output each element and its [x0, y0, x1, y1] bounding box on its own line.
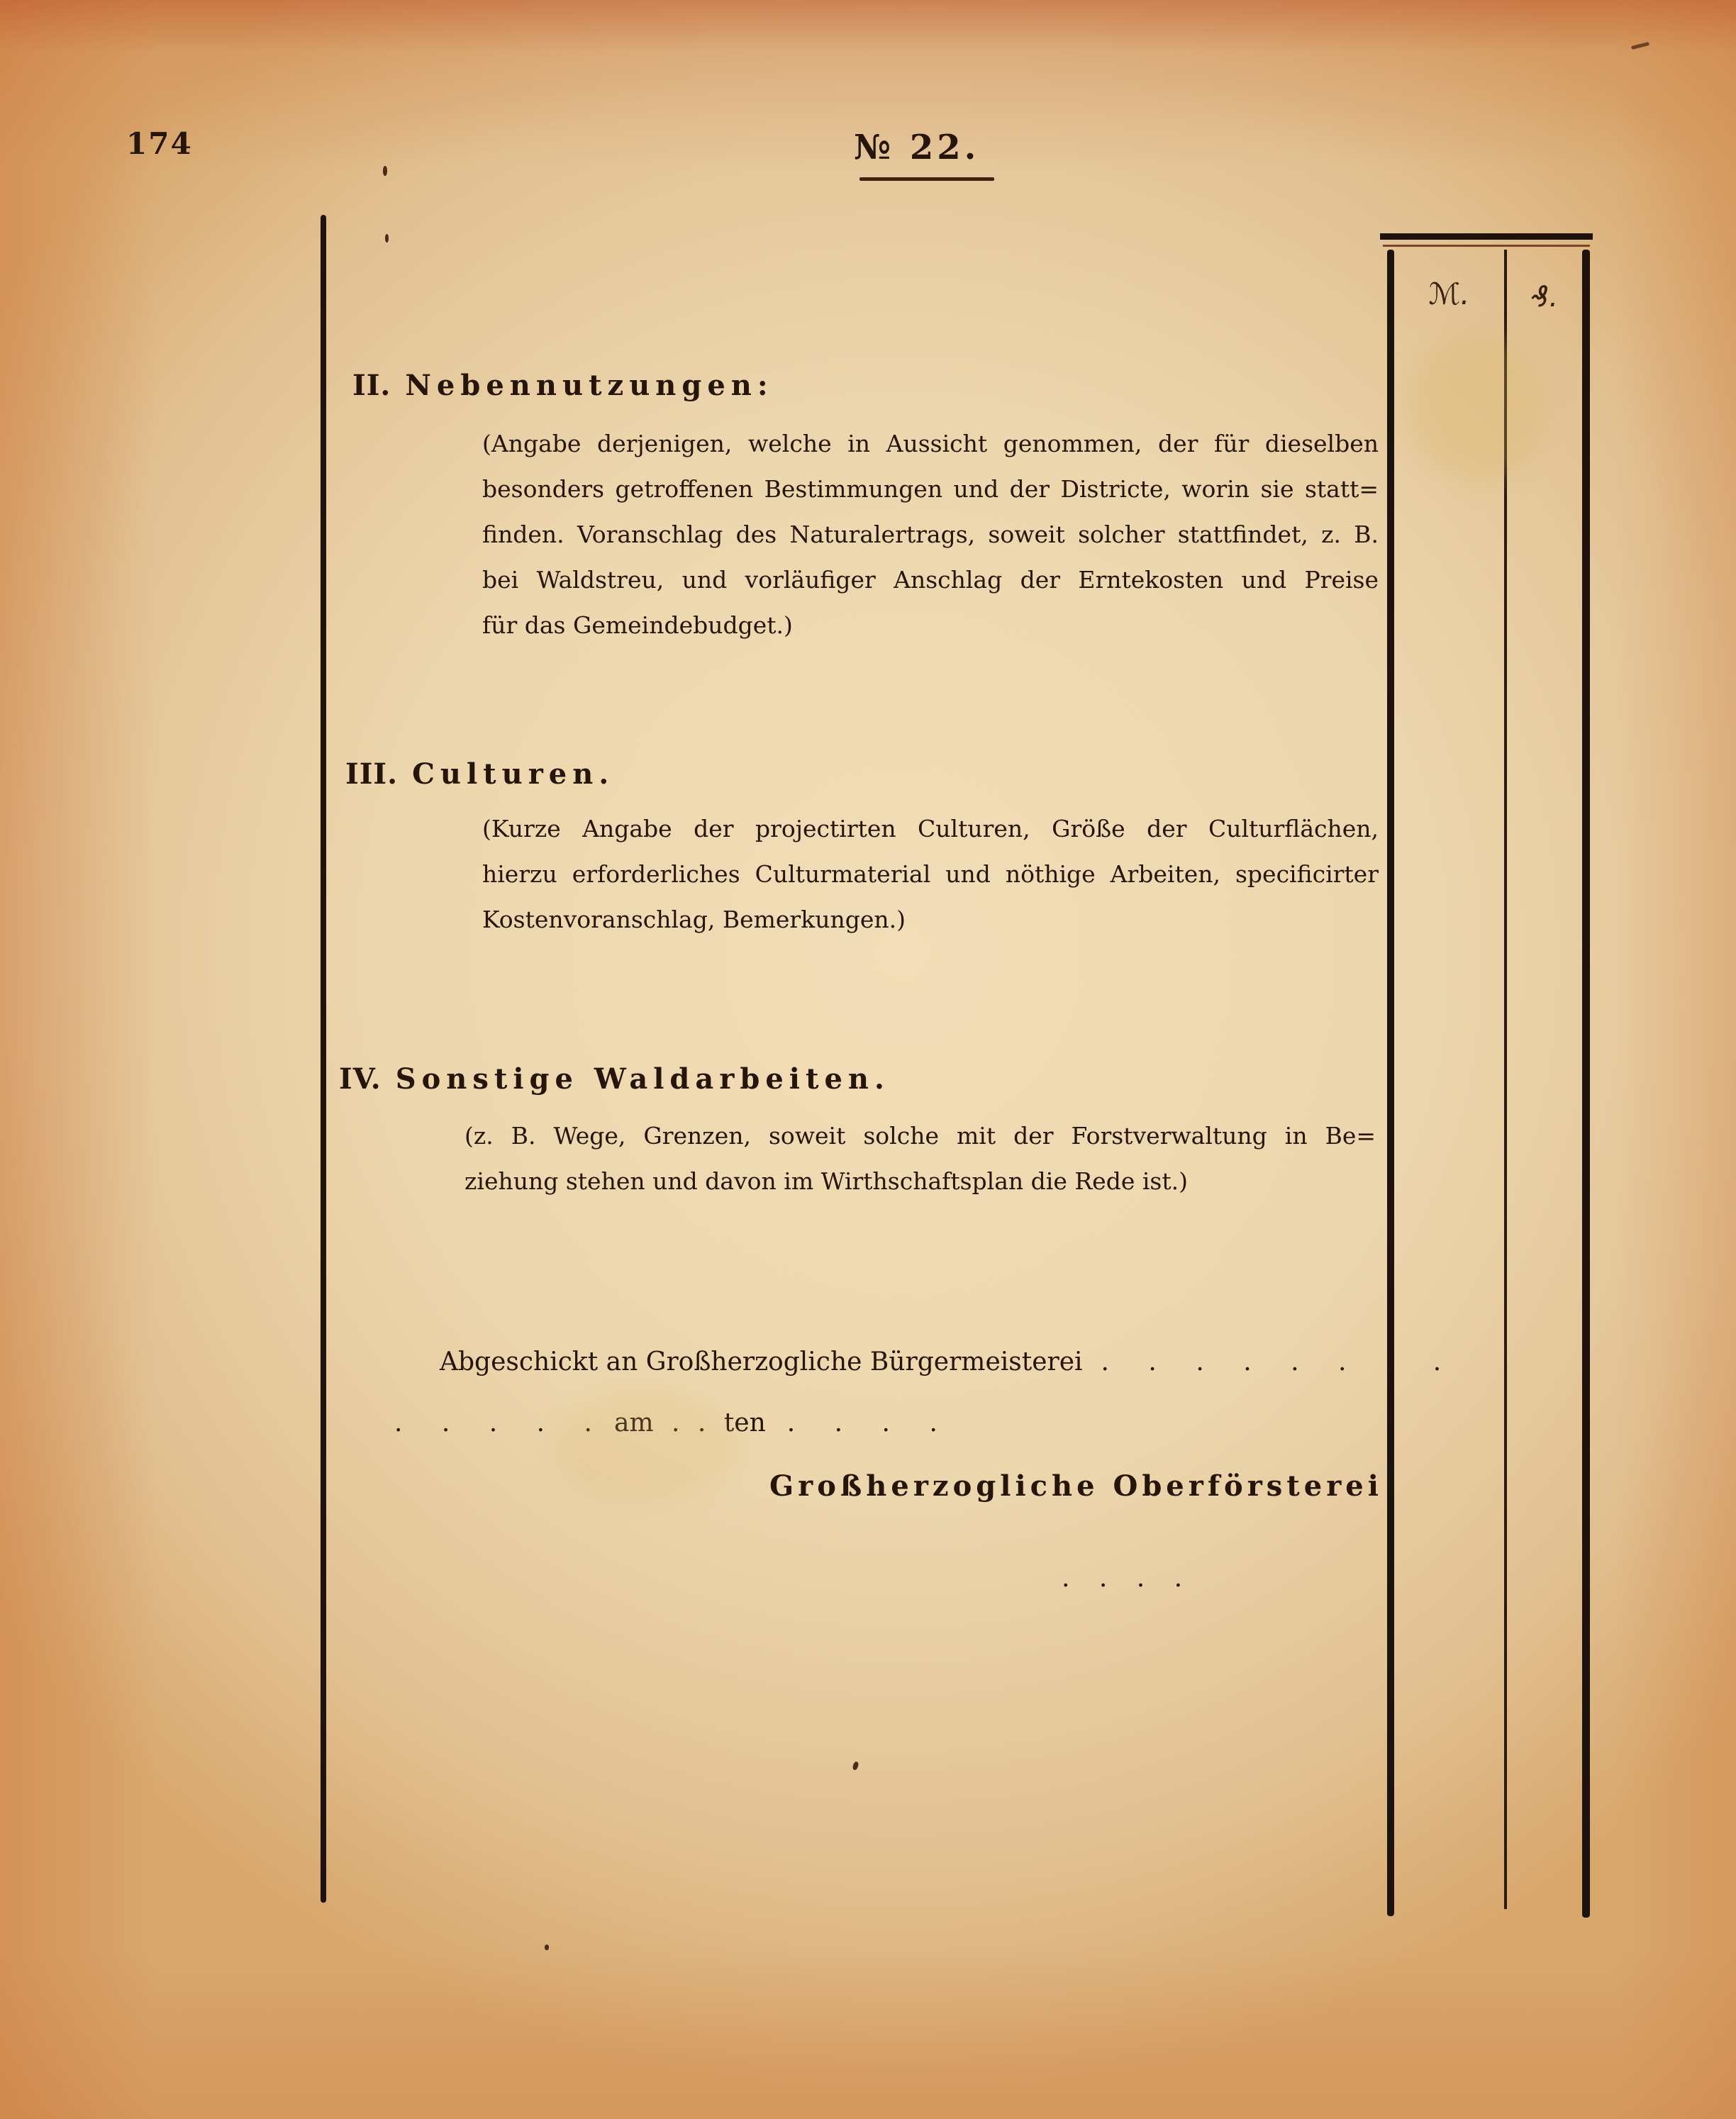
body-line: (z. B. Wege, Grenzen, soweit solche mit der Forstverwaltung in Be=	[464, 1122, 1376, 1150]
ink-speck	[385, 234, 389, 243]
dispatch-fill-dots: . . . . . . . .	[1101, 1347, 1442, 1376]
body-line: (Kurze Angabe der projectirten Culturen, Größe der Culturflächen,	[482, 815, 1379, 842]
body-line: ziehung stehen und davon im Wirthschaftsplan die Rede ist.)	[464, 1167, 1188, 1195]
signature-dots: . . . .	[1062, 1564, 1183, 1593]
body-line: besonders getroffenen Bestimmungen und der Districte, worin sie statt=	[482, 475, 1379, 503]
section-number: IV.	[339, 1062, 382, 1096]
table-right-border	[1582, 250, 1590, 1918]
ink-speck	[1631, 42, 1649, 50]
body-line: hierzu erforderliches Culturmaterial und nöthige Arbeiten, specificirter	[482, 860, 1379, 888]
ink-speck	[852, 1761, 859, 1771]
body-line: finden. Voranschlag des Naturalertrags, soweit solcher stattfindet, z. B.	[482, 521, 1379, 548]
section-body-culturen	[482, 806, 1379, 942]
page-number: 174	[126, 126, 193, 161]
section-title: Sonstige Waldarbeiten.	[395, 1062, 890, 1096]
date-trail-dots: . . . .	[786, 1408, 938, 1437]
mark-column-header: ℳ.	[1428, 277, 1470, 311]
ink-speck	[383, 166, 387, 176]
table-column-divider	[1504, 250, 1507, 1909]
section-body-nebennutzungen	[482, 421, 1379, 648]
signature-line: Großherzogliche Oberförsterei	[769, 1469, 1383, 1503]
section-number: II.	[352, 369, 391, 402]
paper-stain	[553, 1390, 738, 1503]
body-line: für das Gemeindebudget.)	[482, 611, 793, 639]
pfennig-column-header: ₰.	[1530, 281, 1559, 313]
dispatch-line	[440, 1347, 1442, 1376]
dispatch-text: Abgeschickt an Großherzogliche Bürgermeisterei	[440, 1347, 1083, 1376]
body-line: Kostenvoranschlag, Bemerkungen.)	[482, 906, 906, 933]
body-line: bei Waldstreu, und vorläufiger Anschlag der Erntekosten und Preise	[482, 566, 1379, 594]
left-margin-rule	[321, 215, 326, 1903]
document-number-heading: № 22.	[854, 128, 980, 167]
section-body-waldarbeiten	[464, 1113, 1376, 1204]
paper-stain	[1411, 333, 1546, 482]
heading-underline	[859, 177, 994, 181]
section-title: Culturen.	[412, 757, 615, 791]
section-title: Nebennutzungen:	[405, 369, 774, 402]
table-top-border-thin	[1383, 245, 1590, 247]
date-lead-dots: . . . . .	[394, 1408, 593, 1437]
table-left-border	[1387, 250, 1394, 1916]
table-top-border-thick	[1380, 233, 1593, 240]
section-number: III.	[345, 757, 399, 791]
section-heading-culturen	[345, 757, 614, 791]
section-heading-nebennutzungen	[352, 369, 774, 402]
body-line: (Angabe derjenigen, welche in Aussicht genommen, der für dieselben	[482, 430, 1379, 457]
ink-speck	[545, 1945, 549, 1950]
section-heading-waldarbeiten	[339, 1062, 890, 1096]
date-text: am . . ten	[614, 1408, 766, 1437]
